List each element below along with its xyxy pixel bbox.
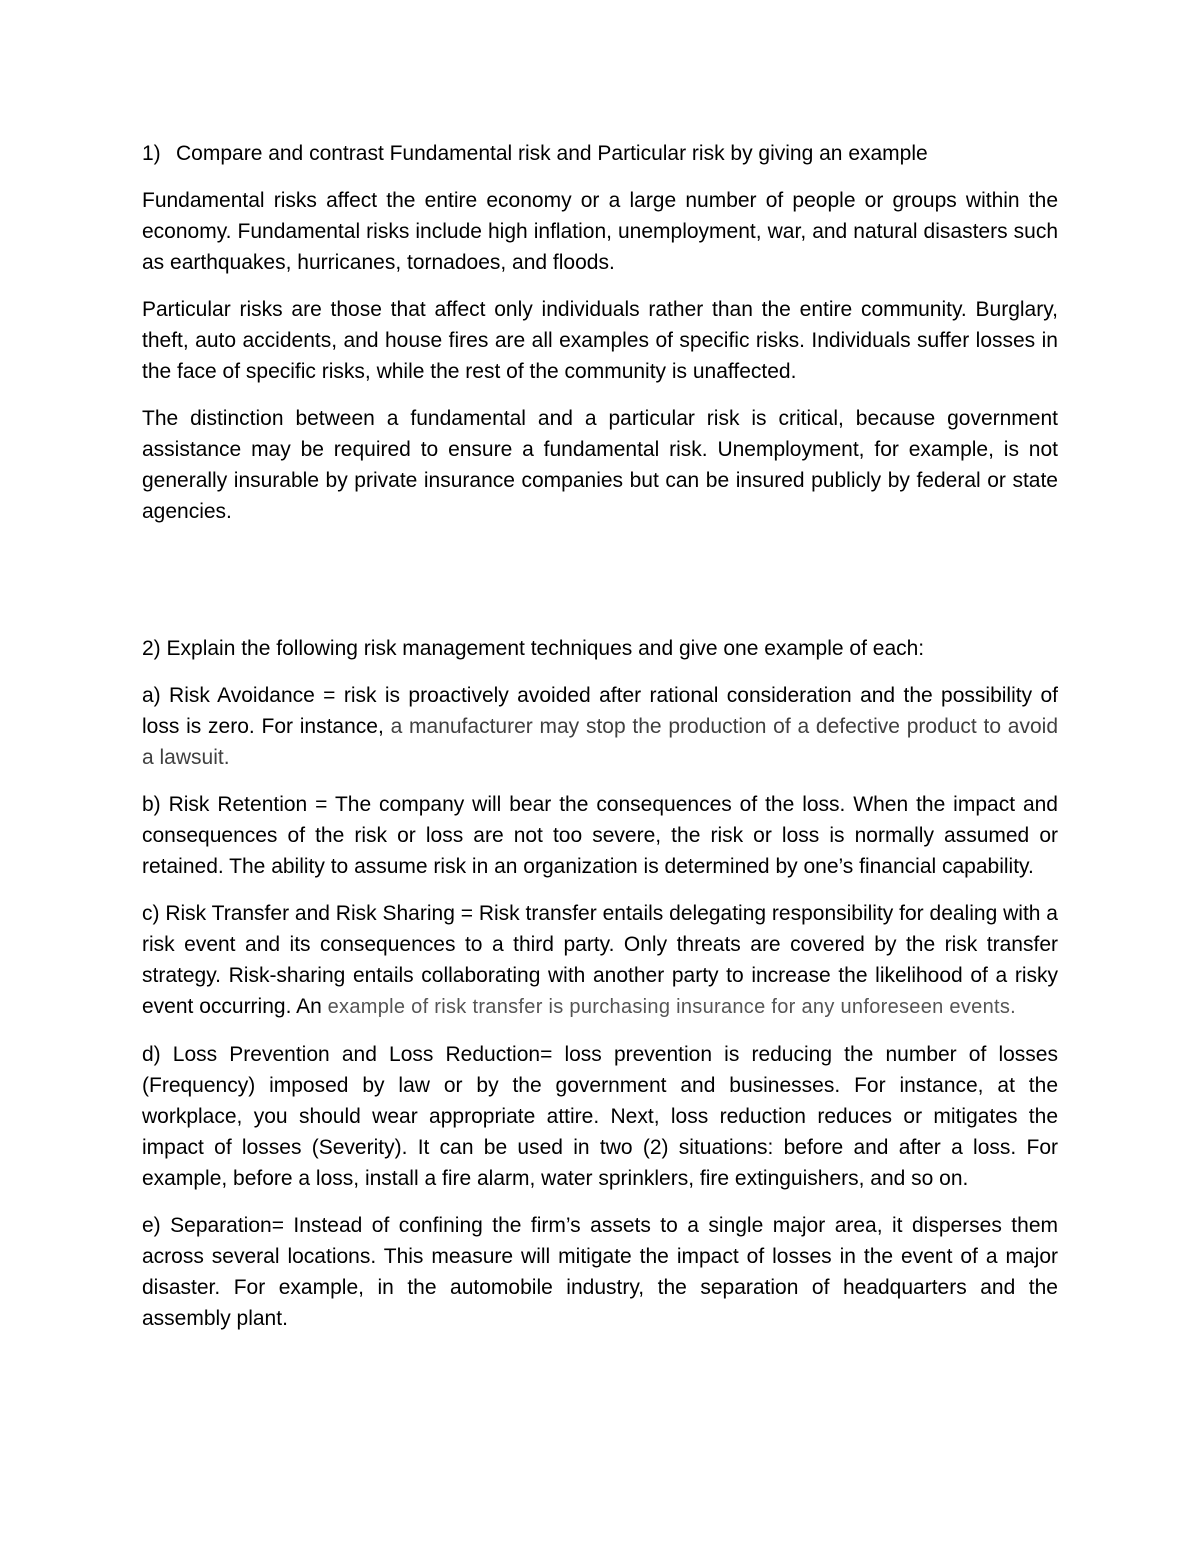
question-1-heading-text: Compare and contrast Fundamental risk and Particular risk by giving an example	[176, 142, 928, 165]
item-risk-retention: b) Risk Retention = The company will bear the consequences of the loss. When the impact and consequences of the risk or loss are not too severe, the risk or loss is normally assumed or retained. The ability to assume risk in an organization is determined by one’s financial capability.	[142, 793, 1058, 878]
paragraph-fundamental-risk: Fundamental risks affect the entire economy or a large number of people or groups within the economy. Fundamental risks include high inflation, unemployment, war, and natural disasters such as earthquakes, hurricanes, tornadoes, and floods.	[142, 189, 1058, 274]
item-risk-transfer-example: example of risk transfer is purchasing insurance for any unforeseen events.	[327, 996, 1017, 1018]
item-risk-avoidance	[142, 680, 1058, 773]
document-body	[142, 138, 1058, 1350]
question-1-heading	[142, 138, 1058, 169]
question-1-number: 1)	[142, 142, 161, 165]
item-risk-avoidance-example: a manufacturer may stop the production of a defective product to avoid a lawsuit.	[142, 715, 1059, 769]
item-risk-transfer-text: c) Risk Transfer and Risk Sharing = Risk transfer entails delegating responsibility for dealing with a risk event and its consequences to a third party. Only threats are covered by the risk transfer strategy. Risk-sharing entails collaborating with another party to increase the likelihood of a risky event occurring. An	[142, 902, 1058, 1018]
item-separation: e) Separation= Instead of confining the firm’s assets to a single major area, it disperses them across several locations. This measure will mitigate the impact of losses in the event of a major disaster. For example, in the automobile industry, the separation of headquarters and the assembly plant.	[142, 1214, 1058, 1330]
item-loss-prevention: d) Loss Prevention and Loss Reduction= loss prevention is reducing the number of losses (Frequency) imposed by law or by the government and businesses. For instance, at the workplace, you should wear appropriate attire. Next, loss reduction reduces or mitigates the impact of losses (Severity). It can be used in two (2) situations: before and after a loss. For example, before a loss, install a fire alarm, water sprinklers, fire extinguishers, and so on.	[142, 1043, 1058, 1190]
question-2-heading: 2) Explain the following risk management techniques and give one example of each:	[142, 637, 925, 660]
item-risk-avoidance-text: a) Risk Avoidance = risk is proactively avoided after rational consideration and the possibility of loss is zero. For instance,	[142, 684, 1058, 738]
paragraph-distinction: The distinction between a fundamental and a particular risk is critical, because government assistance may be required to ensure a fundamental risk. Unemployment, for example, is not generally insurable by private insurance companies but can be insured publicly by federal or state agencies.	[142, 407, 1058, 523]
item-risk-transfer	[142, 898, 1058, 1023]
section-spacer	[142, 543, 1058, 633]
paragraph-particular-risk: Particular risks are those that affect only individuals rather than the entire community. Burglary, theft, auto accidents, and house fires are all examples of specific risks. Individuals suffer losses in the face of specific risks, while the rest of the community is unaffected.	[142, 298, 1058, 383]
